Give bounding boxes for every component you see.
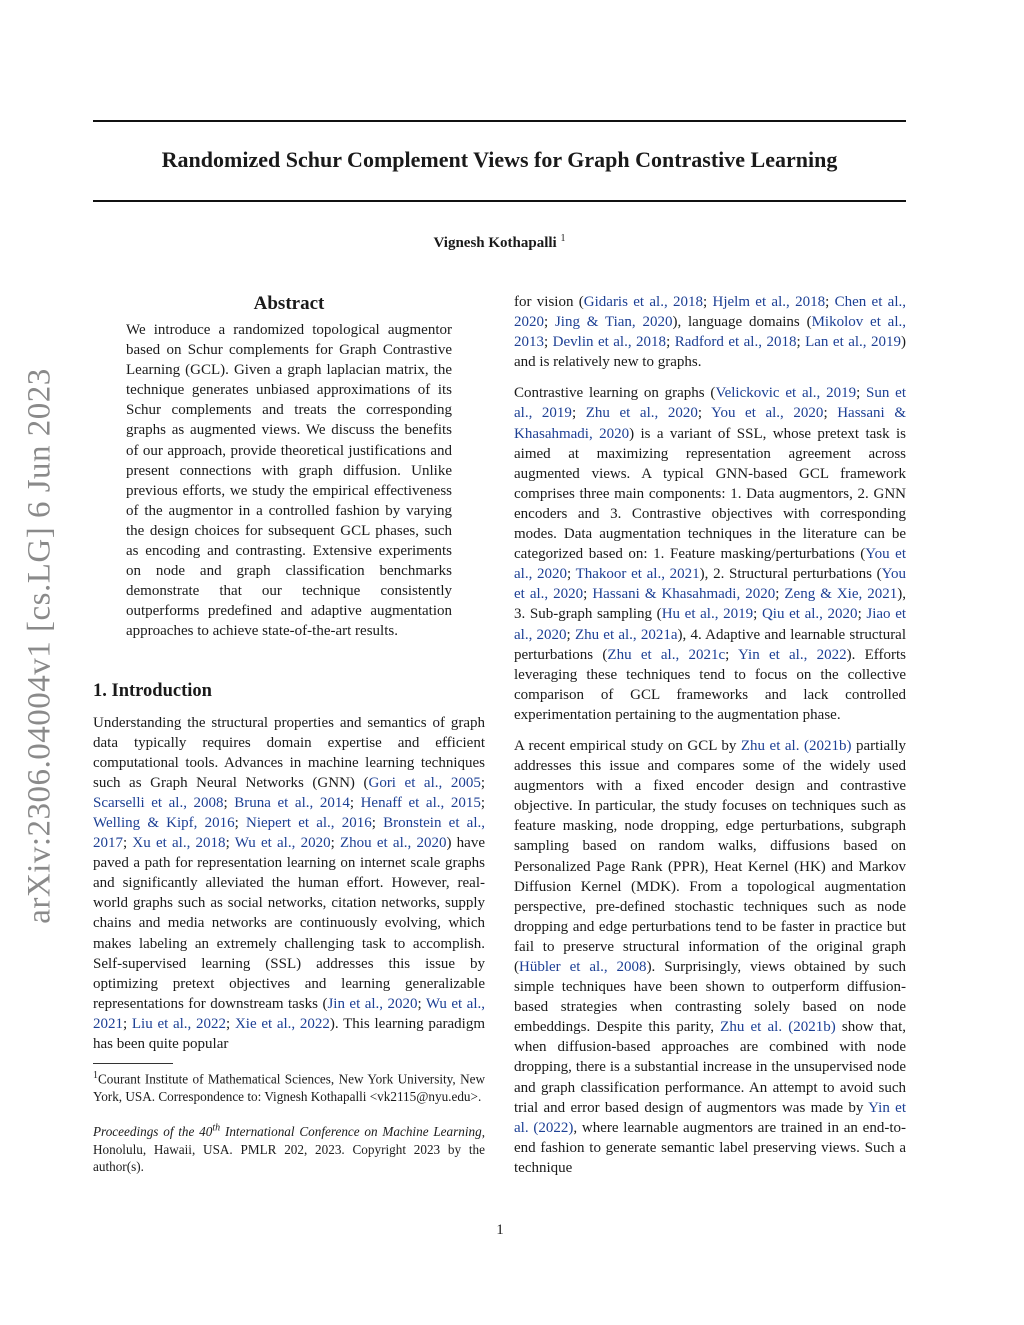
proceedings-details: , Honolulu, Hawaii, USA. PMLR 202, 2023. Copyright 2023 by the author(s). [93, 1124, 485, 1175]
paragraph-text: ; [480, 774, 485, 791]
citation-link[interactable]: Velickovic et al., 2019 [715, 385, 857, 402]
citation-link[interactable]: Xie et al., 2022 [234, 1015, 330, 1032]
citation-link[interactable]: Lan et al., 2019 [805, 334, 902, 351]
citation-link[interactable]: Zhou et al., 2020 [339, 835, 447, 852]
page-number: 1 [496, 1222, 504, 1238]
paragraph-text: ; [234, 814, 247, 831]
paragraph-text: ; [666, 334, 675, 351]
citation-link[interactable]: Zhu et al. (2021b) [720, 1019, 836, 1036]
paragraph-text: ; [544, 314, 555, 331]
paragraph-text: ; [703, 294, 713, 310]
citation-link[interactable]: Devlin et al., 2018 [552, 334, 667, 351]
paragraph-text: ; [571, 405, 586, 422]
paragraph-text: ), language domains ( [672, 314, 812, 331]
citation-link[interactable]: Thakoor et al., 2021 [575, 566, 700, 583]
paragraph-text: ; [583, 586, 593, 603]
author-name: Vignesh Kothapalli [433, 235, 557, 251]
paragraph-text: A recent empirical study on GCL by [514, 737, 741, 754]
citation-link[interactable]: Zhu et al., 2021c [607, 646, 726, 663]
citation-link[interactable]: Qiu et al., 2020 [761, 606, 858, 623]
paragraph-text: ; [856, 385, 867, 402]
affiliation-footnote [93, 1067, 485, 1106]
body-paragraph [514, 736, 906, 1178]
paragraph-text: ), 3. Sub-graph sampling ( [514, 586, 907, 623]
footnote-divider [93, 1063, 173, 1064]
paragraph-text: Understanding the structural properties and semantics of graph data typically requires domain expertise and efficient computational tools. Advances in machine learning techniques such as Graph Neural Networks (GNN) ( [93, 714, 485, 791]
title-rule-top [93, 120, 906, 122]
paragraph-text: ; [417, 995, 426, 1012]
paragraph-text: for vision ( [514, 294, 584, 310]
citation-link[interactable]: Hjelm et al., 2018 [712, 294, 826, 310]
paragraph-text: , where learnable augmentors are trained in an end-to-end fashion to generate semantic label preserving views. Such a technique [514, 1119, 906, 1176]
author-affiliation-mark: 1 [560, 233, 566, 244]
citation-link[interactable]: Zeng & Xie, 2021 [784, 586, 898, 603]
citation-link[interactable]: Mikolov et al., 2013 [514, 314, 906, 351]
abstract-body: We introduce a randomized topological augmentor based on Schur complements for Graph Contrastive Learning (GCL). Given a graph laplacian matrix, the technique generates unbiased approximations of its Schur complements and treats the corresponding graphs as augmented views. We discuss the benefits of our approach, provide theoretical justifications and present connections with graph diffusion. Unlike previous efforts, we study the empirical effectiveness of the augmentor in a controlled fashion by varying the design choices for subsequent GCL phases, such as encoding and contrasting. Extensive experiments on node and graph classification benchmarks demonstrate that our technique consistently outperforms predefined and adaptive augmentation approaches to achieve state-of-the-art results. [126, 322, 452, 640]
citation-link[interactable]: Zhu et al., 2020 [585, 405, 698, 422]
citation-link[interactable]: You et al., 2020 [514, 566, 907, 603]
paragraph-text: ; [123, 1015, 132, 1032]
body-paragraph [514, 383, 906, 725]
paragraph-text: ; [775, 586, 785, 603]
citation-link[interactable]: Chen et al., 2020 [514, 294, 906, 331]
citation-link[interactable]: Yin et al. (2022) [514, 1099, 906, 1136]
paragraph-text: ; [223, 794, 235, 811]
paragraph-text: ; [371, 814, 384, 831]
paragraph-text: ; [753, 606, 762, 623]
abstract-heading: Abstract [253, 293, 325, 314]
citation-link[interactable]: You et al., 2020 [711, 405, 824, 422]
citation-link[interactable]: Zhu et al. (2021b) [740, 737, 852, 754]
citation-link[interactable]: Scarselli et al., 2008 [93, 794, 224, 811]
citation-link[interactable]: Zhu et al., 2021a [574, 626, 678, 643]
proceedings-conference: International Conference on Machine Learning [220, 1124, 482, 1140]
introduction-paragraph [93, 713, 485, 1055]
footnote-text: Courant Institute of Mathematical Sciences, New York University, New York, USA. Correspondence to: Vignesh Kothapalli <vk2115@nyu.edu>. [93, 1071, 485, 1105]
paragraph-text: ; [349, 794, 361, 811]
arxiv-identifier-stamp: arXiv:2306.04004v1 [cs.LG] 6 Jun 2023 [21, 368, 58, 924]
paragraph-text: ) is a variant of SSL, whose pretext task is aimed at maximizing representation agreement across augmented views. A typical GNN-based GCL framework comprises three main components: 1. Data augmentors, 2. GNN encoders and 3. Contrastive objectives with corresponding modes. Data augmentation techniques in the literature can be categorized based on: 1. Feature masking/perturbations ( [514, 425, 906, 563]
proceedings-venue: Proceedings of the 40 [93, 1124, 213, 1140]
citation-link[interactable]: Hassani & Khasahmadi, 2020 [592, 586, 776, 603]
paragraph-text: ; [566, 626, 575, 643]
right-column [514, 292, 906, 1178]
citation-link[interactable]: Hu et al., 2019 [661, 606, 754, 623]
paragraph-text: show that, when diffusion-based approaches are combined with node dropping, there is a substantial increase in the unsupervised node and graph classification performance. An attempt to avoid such trial and error based design of augmentors was made by [514, 1019, 906, 1116]
paragraph-text: ; [857, 606, 867, 623]
citation-link[interactable]: Henaff et al., 2015 [360, 794, 481, 811]
left-column [93, 292, 485, 1176]
body-paragraph [514, 292, 906, 372]
paragraph-text: ; [567, 566, 576, 583]
paragraph-text: ), 4. Adaptive and learnable structural perturbations ( [514, 626, 907, 663]
paragraph-text: ). Efforts leveraging these techniques tend to focus on the collective comparison of GCL frameworks and lack controlled experimentation pertaining to the augmentation phase. [514, 646, 906, 723]
citation-link[interactable]: Gidaris et al., 2018 [583, 294, 704, 310]
citation-link[interactable]: Wu et al., 2020 [234, 835, 331, 852]
section-heading-introduction: 1. Introduction [93, 680, 212, 701]
citation-link[interactable]: Gori et al., 2005 [368, 774, 481, 791]
paragraph-text: ), 2. Structural perturbations ( [699, 566, 882, 583]
citation-link[interactable]: Liu et al., 2022 [131, 1015, 227, 1032]
paragraph-text: ; [480, 794, 485, 811]
citation-link[interactable]: You et al., 2020 [514, 546, 906, 583]
proceedings-note [93, 1120, 485, 1176]
citation-link[interactable]: Jing & Tian, 2020 [554, 314, 673, 331]
paragraph-text: ; [544, 334, 553, 351]
title-rule-bottom [93, 200, 906, 202]
paragraph-text: ; [226, 1015, 235, 1032]
citation-link[interactable]: Sun et al., 2019 [514, 385, 906, 422]
paragraph-text: ; [330, 835, 340, 852]
paragraph-text: partially addresses this issue and compares some of the widely used augmentors with a fixed encoder design and contrastive objective. In particular, the study focuses on techniques such as feature masking, node dropping, edge perturbations, subgraph sampling based on random walks, diffusions based on Personalized Page Rank (PPR), Heat Kernel (HK) and Markov Diffusion Kernel (MDK). From a topological augmentation perspective, pre-defined stochastic techniques such as node dropping and edge perturbations tend to be faster in practice but fail to preserve structural information of the original graph ( [514, 737, 907, 975]
paragraph-text: ; [725, 646, 739, 663]
citation-link[interactable]: Wu et al., 2021 [93, 995, 485, 1032]
citation-link[interactable]: Bronstein et al., 2017 [93, 814, 486, 852]
paragraph-text: ). Surprisingly, views obtained by such simple techniques have been shown to outperform diffusion-based strategies when contrasting solely based on node embeddings. Despite this parity, [514, 959, 906, 1036]
paragraph-text: ; [225, 835, 235, 852]
citation-link[interactable]: Hübler et al., 2008 [519, 959, 647, 975]
citation-link[interactable]: Bruna et al., 2014 [234, 794, 350, 811]
citation-link[interactable]: Jiao et al., 2020 [514, 606, 907, 643]
citation-link[interactable]: Hassani & Khasahmadi, 2020 [514, 405, 906, 442]
paragraph-text: ; [123, 835, 133, 852]
paragraph-text: ; [823, 405, 838, 422]
citation-link[interactable]: Xu et al., 2018 [132, 835, 226, 852]
paragraph-text: ; [796, 334, 806, 351]
paragraph-text: ) have paved a path for representation learning on internet scale graphs and significantly alleviated the human effort. However, real-world graphs such as social networks, citation networks, supply chains and media networks are continuously evolving, which makes labeling an extremely challenging task to accomplish. Self-supervised learning (SSL) addresses this issue by optimizing pretext objectives and learning generalizable representations for downstream tasks ( [93, 835, 486, 1012]
footnote-mark: 1 [93, 1070, 98, 1082]
author-line [93, 233, 906, 252]
citation-link[interactable]: Yin et al., 2022 [738, 646, 847, 663]
paragraph-text: Contrastive learning on graphs ( [514, 385, 716, 402]
paragraph-text: ; [697, 405, 712, 422]
citation-link[interactable]: Radford et al., 2018 [674, 334, 797, 351]
paper-title: Randomized Schur Complement Views for Graph Contrastive Learning [161, 147, 838, 172]
paragraph-text: ; [825, 294, 835, 310]
citation-link[interactable]: Welling & Kipf, 2016 [93, 814, 235, 831]
proceedings-ordinal: th [212, 1122, 221, 1134]
citation-link[interactable]: Jin et al., 2020 [327, 995, 418, 1012]
paragraph-text: ) and is relatively new to graphs. [514, 334, 907, 371]
paragraph-text: ). This learning paradigm has been quite popular [93, 1015, 485, 1052]
citation-link[interactable]: Niepert et al., 2016 [246, 814, 372, 831]
